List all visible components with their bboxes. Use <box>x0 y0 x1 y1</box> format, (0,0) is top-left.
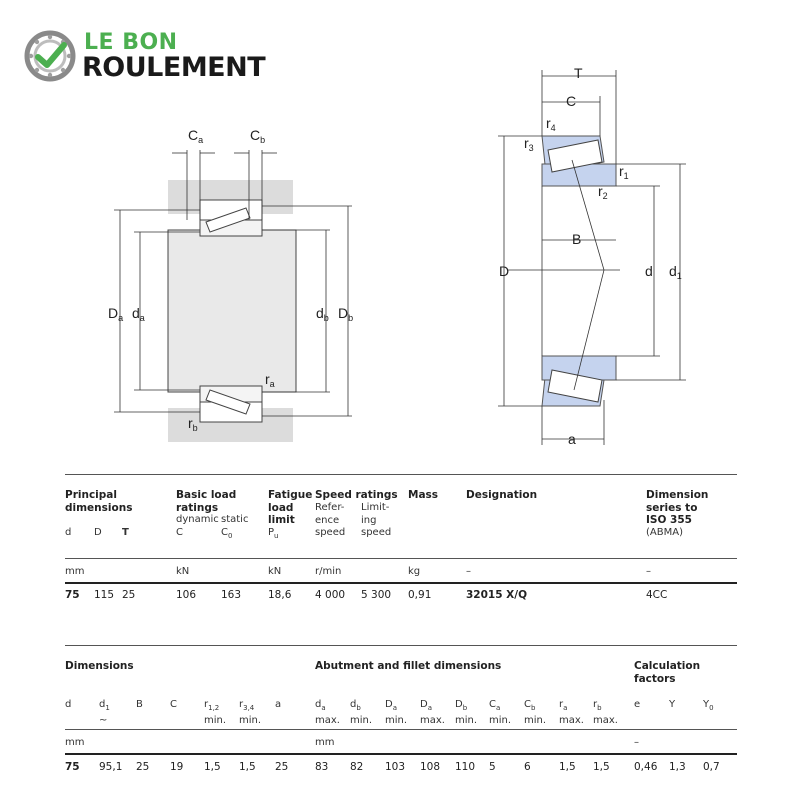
t2-val-r12: 1,5 <box>204 761 221 773</box>
t2-col-r12: $r_{1,2}$ min. <box>204 699 227 726</box>
t1-speed-title: Speed ratings <box>315 489 398 501</box>
t2-val-e: 0,46 <box>634 761 658 773</box>
label-T: T <box>574 65 583 81</box>
t1-val-mass: 0,91 <box>408 589 432 601</box>
t2-val-Y: 1,3 <box>669 761 686 773</box>
t2-col-r34: $r_{3,4}$ min. <box>239 699 262 726</box>
t1-unit-rmin: r/min <box>315 566 342 577</box>
t1-col-Pu: $P_u$ <box>268 527 279 540</box>
t1-dynamic: dynamic <box>176 514 219 525</box>
label-r4: $r_4$ <box>546 115 556 133</box>
t2-unit-mm2: mm <box>315 737 335 748</box>
label-rb: $r_b$ <box>188 415 198 433</box>
t1-col-C: C <box>176 527 183 538</box>
t2-col-ra: $r_a$ max. <box>559 699 584 726</box>
t1-val-ref-speed: 4 000 <box>315 589 346 601</box>
t1-series-title: Dimension series to ISO 355 <box>646 489 709 526</box>
t1-val-lim-speed: 5 300 <box>361 589 392 601</box>
t1-designation-title: Designation <box>466 489 538 501</box>
label-cb: $C_b$ <box>250 127 266 145</box>
logo-line2: ROULEMENT <box>82 52 266 83</box>
t2-col-d: d <box>65 699 72 710</box>
t2-val-a: 25 <box>275 761 289 773</box>
t1-val-Pu: 18,6 <box>268 589 292 601</box>
t2-val-da: 83 <box>315 761 329 773</box>
t1-val-series: 4CC <box>646 589 668 601</box>
t2-col-e: e <box>634 699 641 710</box>
t1-col-T: T <box>122 527 129 538</box>
t1-unit-kN1: kN <box>176 566 190 577</box>
t1-basic-title: Basic load ratings <box>176 489 237 514</box>
t2-val-r34: 1,5 <box>239 761 256 773</box>
t1-val-designation: 32015 X/Q <box>466 589 528 601</box>
t2-val-d: 75 <box>65 761 80 773</box>
t2-col-Y: Y <box>669 699 676 710</box>
table1-mid-rule <box>65 558 737 559</box>
t1-fatigue-title: Fatigue load limit <box>268 489 313 526</box>
label-D: D <box>499 263 510 279</box>
t2-val-db: 82 <box>350 761 364 773</box>
table2-top-rule <box>65 645 737 646</box>
t2-calc-title: Calculation factors <box>634 660 701 685</box>
t2-col-Cb: $C_b$ min. <box>524 699 547 726</box>
t2-col-Da-min: $D_a$ min. <box>385 699 408 726</box>
t2-val-d1: 95,1 <box>99 761 123 773</box>
t2-col-rb: $r_b$ max. <box>593 699 618 726</box>
t2-col-da: $d_a$ max. <box>315 699 340 726</box>
t1-col-C0: $C_0$ <box>221 527 233 540</box>
t1-val-d: 75 <box>65 589 80 601</box>
t2-val-Da-max: 108 <box>420 761 441 773</box>
t1-col-d: d <box>65 527 72 538</box>
label-Db: $D_b$ <box>338 305 354 323</box>
t1-static: static <box>221 514 249 525</box>
t2-col-d1: $d_1$ ~ <box>99 699 110 726</box>
t2-abutment-title: Abutment and fillet dimensions <box>315 660 502 672</box>
t2-val-Y0: 0,7 <box>703 761 720 773</box>
t2-col-Da-max: $D_a$ max. <box>420 699 445 726</box>
mounting-drawing <box>108 127 353 442</box>
table1-bottom-rule <box>65 582 737 584</box>
label-r3: $r_3$ <box>524 135 534 153</box>
t1-principal-title: Principal dimensions <box>65 489 133 514</box>
t2-col-db: $d_b$ min. <box>350 699 373 726</box>
t2-val-rb: 1,5 <box>593 761 610 773</box>
t2-col-Ca: $C_a$ min. <box>489 699 512 726</box>
t1-val-C0: 163 <box>221 589 242 601</box>
t2-val-Db: 110 <box>455 761 476 773</box>
label-C: C <box>566 93 577 109</box>
t1-val-T: 25 <box>122 589 136 601</box>
t2-val-ra: 1,5 <box>559 761 576 773</box>
t2-unit-mm1: mm <box>65 737 85 748</box>
bearing-section-drawing <box>498 65 686 447</box>
t2-val-Da-min: 103 <box>385 761 406 773</box>
t2-col-Db: $D_b$ min. <box>455 699 478 726</box>
t1-unit-dash2: – <box>646 566 651 577</box>
label-r2: $r_2$ <box>598 183 608 201</box>
label-d: d <box>645 263 653 279</box>
label-ra: $r_a$ <box>265 371 275 389</box>
t1-lim-speed: Limit- ing speed <box>361 502 392 538</box>
t1-val-C: 106 <box>176 589 197 601</box>
table2-bottom-rule <box>65 753 737 755</box>
t2-val-B: 25 <box>136 761 150 773</box>
t1-mass-title: Mass <box>408 489 439 501</box>
table1-top-rule <box>65 474 737 475</box>
t1-series-abma: (ABMA) <box>646 527 683 538</box>
label-d1: $d_1$ <box>669 263 682 281</box>
logo-line1: LE BON <box>84 30 178 55</box>
t2-val-Cb: 6 <box>524 761 531 773</box>
label-ca: $C_a$ <box>188 127 204 145</box>
t1-unit-kg: kg <box>408 566 421 577</box>
t1-unit-mm: mm <box>65 566 85 577</box>
label-Da: $D_a$ <box>108 305 124 323</box>
t1-col-D: D <box>94 527 102 538</box>
t2-col-B: B <box>136 699 143 710</box>
t2-unit-dash: – <box>634 737 639 748</box>
t2-val-C: 19 <box>170 761 184 773</box>
t1-val-D: 115 <box>94 589 115 601</box>
table2-mid-rule <box>65 729 737 730</box>
t2-col-C: C <box>170 699 177 710</box>
label-a: a <box>568 431 576 447</box>
label-db: $d_b$ <box>316 305 329 323</box>
t1-unit-kN2: kN <box>268 566 282 577</box>
label-da: $d_a$ <box>132 305 145 323</box>
label-B: B <box>572 231 582 247</box>
t2-col-Y0: $Y_0$ <box>703 699 714 712</box>
t2-val-Ca: 5 <box>489 761 496 773</box>
t1-ref-speed: Refer- ence speed <box>315 502 346 538</box>
t1-unit-dash1: – <box>466 566 471 577</box>
t2-dimensions-title: Dimensions <box>65 660 134 672</box>
label-r1: $r_1$ <box>619 163 629 181</box>
t2-col-a: a <box>275 699 282 710</box>
